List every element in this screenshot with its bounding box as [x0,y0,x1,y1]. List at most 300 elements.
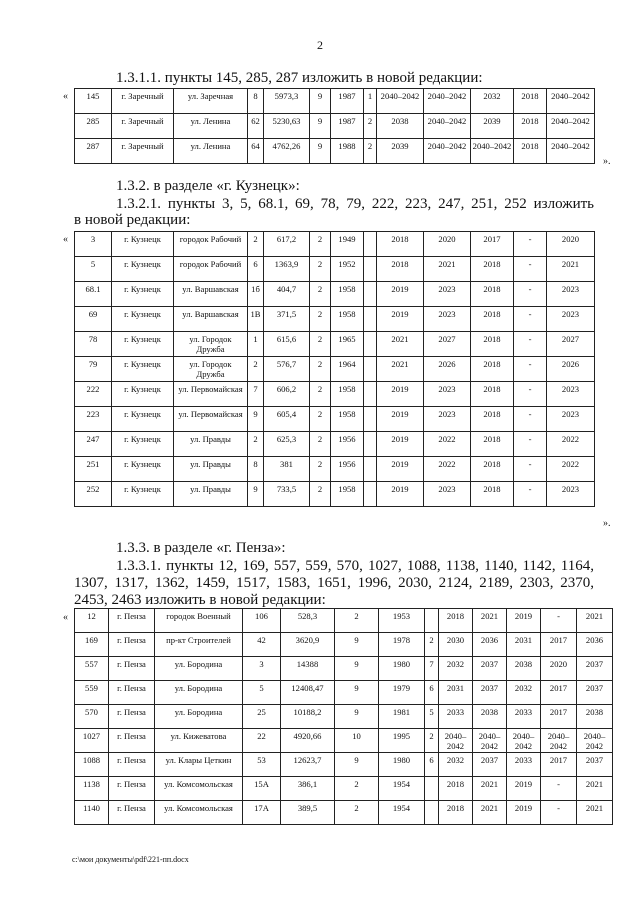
table-cell [364,332,377,357]
table-cell: г. Пенза [109,681,155,705]
table-cell: 3620,9 [281,633,335,657]
table-cell: 1954 [379,777,425,801]
table-row [75,382,595,407]
table-cell: 2039 [377,139,424,164]
table-penza-body [75,609,613,825]
table-cell: ул. Бородина [155,657,243,681]
table-cell [425,609,439,633]
table-cell: 1363,9 [264,257,310,282]
table-cell: 1952 [331,257,364,282]
table-cell: 2039 [471,114,514,139]
table-cell: 2018 [439,777,473,801]
section-2-subheading-line1: 1.3.2.1. пункты 3, 5, 68.1, 69, 78, 79, 222, 223, 247, 251, 252 изложить [116,196,594,212]
table-cell: 2023 [424,282,471,307]
table-cell: 1965 [331,332,364,357]
table-cell [425,801,439,825]
table-cell: 17А [243,801,281,825]
table-cell: 2018 [439,609,473,633]
table-cell [425,777,439,801]
table-cell: 2019 [377,457,424,482]
table-cell: 2040–2042 [547,114,595,139]
table-cell: 8 [248,457,264,482]
table-cell: 252 [75,482,112,507]
table-cell: 9 [248,407,264,432]
table-cell: 42 [243,633,281,657]
table-cell: 2033 [439,705,473,729]
table-cell: г. Кузнецк [112,457,174,482]
table-cell: - [514,457,547,482]
table-cell: 4762,26 [264,139,310,164]
table-cell: 528,3 [281,609,335,633]
open-quote-2: « [63,234,68,245]
table-zarechny-body [75,89,595,164]
table-cell: 2019 [377,432,424,457]
table-cell: 9 [248,482,264,507]
table-cell: 615,6 [264,332,310,357]
table-cell: 2032 [439,657,473,681]
table-cell: 2 [248,432,264,457]
table-cell: 2040–2042 [471,139,514,164]
table-cell: 2 [248,232,264,257]
table-cell: 2021 [577,777,613,801]
section-3-line2: 1307, 1317, 1362, 1459, 1517, 1583, 1651, 1996, 2030, 2124, 2189, 2303, 2370, [74,575,594,591]
table-cell: 2022 [547,432,595,457]
table-cell: 14388 [281,657,335,681]
table-cell: 386,1 [281,777,335,801]
table-cell [364,482,377,507]
table-row [75,705,613,729]
table-cell: 2040–2042 [473,729,507,753]
table-cell: 1956 [331,457,364,482]
table-cell [364,457,377,482]
table-cell: 2040–2042 [424,89,471,114]
table-cell: 605,4 [264,407,310,432]
table-cell: 2020 [541,657,577,681]
table-cell: 2036 [577,633,613,657]
table-cell [364,432,377,457]
table-cell: 9 [335,657,379,681]
table-cell: 2030 [439,633,473,657]
table-cell: 1958 [331,282,364,307]
close-quote-2: ». [603,518,611,529]
table-cell: ул. Ленина [174,114,248,139]
table-cell [364,232,377,257]
table-cell: 2023 [424,382,471,407]
table-cell: 2022 [547,457,595,482]
table-cell: г. Кузнецк [112,232,174,257]
table-cell: - [541,801,577,825]
table-cell: 2 [335,801,379,825]
table-cell: - [514,307,547,332]
table-cell: г. Пенза [109,705,155,729]
table-row [75,232,595,257]
table-cell: 8 [248,89,264,114]
table-cell: 285 [75,114,112,139]
table-cell: 7 [248,382,264,407]
table-cell: 22 [243,729,281,753]
table-row [75,307,595,332]
table-cell: 1980 [379,753,425,777]
table-cell: 2017 [541,753,577,777]
table-cell: - [514,482,547,507]
section-3-heading: 1.3.3. в разделе «г. Пенза»: [116,540,286,556]
table-cell: 2037 [577,753,613,777]
table-cell: 2 [425,633,439,657]
table-cell: 2021 [377,357,424,382]
table-cell: 10 [335,729,379,753]
table-cell: 1980 [379,657,425,681]
table-cell: 2038 [577,705,613,729]
table-cell: 557 [75,657,109,681]
table-cell: 2018 [514,114,547,139]
table-cell [364,407,377,432]
table-cell: 381 [264,457,310,482]
table-cell: г. Заречный [112,139,174,164]
table-cell: 2 [310,357,331,382]
table-cell: 9 [335,633,379,657]
table-cell: 2033 [507,753,541,777]
table-cell: 222 [75,382,112,407]
table-cell: 4920,66 [281,729,335,753]
table-cell: ул. Правды [174,457,248,482]
table-cell: 2018 [471,307,514,332]
table-cell: 2018 [471,282,514,307]
table-cell: - [514,332,547,357]
table-cell: 2 [310,232,331,257]
table-cell: городок Военный [155,609,243,633]
table-cell: 2018 [471,332,514,357]
table-cell: 2023 [547,282,595,307]
table-cell: 2017 [471,232,514,257]
table-cell: 2 [364,114,377,139]
table-cell: 2021 [473,609,507,633]
table-kuznetsk [74,231,595,507]
table-cell: 2 [310,382,331,407]
table-cell: 389,5 [281,801,335,825]
table-cell: 9 [310,89,331,114]
table-cell: 2021 [547,257,595,282]
table-cell [364,307,377,332]
table-cell: 2019 [377,407,424,432]
table-zarechny [74,88,595,164]
table-cell: 1979 [379,681,425,705]
table-cell [364,257,377,282]
table-cell: - [541,609,577,633]
table-row [75,777,613,801]
table-cell: 5230,63 [264,114,310,139]
page-number: 2 [317,38,323,52]
table-cell: 2017 [541,633,577,657]
table-cell: 2023 [547,407,595,432]
table-row [75,89,595,114]
table-cell: 1958 [331,382,364,407]
table-row [75,801,613,825]
table-cell: 2040–2042 [439,729,473,753]
table-cell: 2019 [377,382,424,407]
table-cell: 25 [243,705,281,729]
table-cell: 2038 [507,657,541,681]
table-row [75,357,595,382]
table-cell: 2040–2042 [547,89,595,114]
table-cell: г. Пенза [109,633,155,657]
table-cell: 2018 [377,257,424,282]
table-cell: 2017 [541,681,577,705]
table-cell: г. Кузнецк [112,257,174,282]
table-cell: 1958 [331,307,364,332]
table-cell: 2023 [547,482,595,507]
table-cell: г. Пенза [109,753,155,777]
table-cell: - [514,232,547,257]
table-cell: 2040–2042 [377,89,424,114]
table-cell: 2018 [471,257,514,282]
table-cell: 2026 [547,357,595,382]
table-cell: ул. Клары Цеткин [155,753,243,777]
table-cell: - [514,382,547,407]
table-cell: 5 [243,681,281,705]
footer-file-path: c:\мои документы\pdf\221-пп.docx [72,855,189,864]
table-row [75,432,595,457]
table-cell: г. Кузнецк [112,482,174,507]
table-cell: 223 [75,407,112,432]
table-cell: 79 [75,357,112,382]
table-cell: 1978 [379,633,425,657]
table-cell: 1995 [379,729,425,753]
table-cell: г. Кузнецк [112,332,174,357]
table-cell: 2019 [507,777,541,801]
table-cell: 9 [335,753,379,777]
table-cell: 371,5 [264,307,310,332]
table-cell: ул. Городок Дружба [174,357,248,382]
table-cell: 2023 [424,482,471,507]
table-cell: ул. Правды [174,482,248,507]
table-cell: 2038 [473,705,507,729]
table-cell: ул. Варшавская [174,282,248,307]
table-row [75,633,613,657]
table-cell: 2037 [473,681,507,705]
table-row [75,332,595,357]
table-cell: 1956 [331,432,364,457]
table-cell: г. Пенза [109,609,155,633]
table-cell: 12 [75,609,109,633]
table-cell: 2021 [577,801,613,825]
table-cell: 2040–2042 [547,139,595,164]
table-cell: 247 [75,432,112,457]
table-cell: 2 [310,457,331,482]
table-cell: 2040–2042 [577,729,613,753]
table-cell: ул. Комсомольская [155,777,243,801]
table-cell: 2023 [424,407,471,432]
table-cell: 1088 [75,753,109,777]
table-cell: 2022 [424,432,471,457]
table-cell: 2033 [507,705,541,729]
table-row [75,114,595,139]
table-cell: 2 [335,777,379,801]
table-penza [74,608,613,825]
table-cell: 2019 [377,482,424,507]
table-cell: - [514,282,547,307]
table-cell: 1958 [331,482,364,507]
table-cell: 2023 [424,307,471,332]
table-cell: городок Рабочий [174,257,248,282]
table-cell: ул. Бородина [155,681,243,705]
table-cell: 3 [75,232,112,257]
table-cell: 2 [425,729,439,753]
table-cell: 1987 [331,114,364,139]
table-cell: г. Заречный [112,89,174,114]
table-cell: 2018 [439,801,473,825]
table-cell: 2018 [471,457,514,482]
table-cell: 1138 [75,777,109,801]
table-cell: 2038 [377,114,424,139]
table-cell: г. Пенза [109,801,155,825]
table-cell: - [514,432,547,457]
table-cell: 2021 [473,777,507,801]
table-cell: 2 [310,332,331,357]
table-kuznetsk-body [75,232,595,507]
table-row [75,753,613,777]
table-cell: 733,5 [264,482,310,507]
table-cell: г. Кузнецк [112,282,174,307]
table-cell: 2027 [547,332,595,357]
table-cell: 2 [310,432,331,457]
table-cell: 5 [75,257,112,282]
table-cell: 1949 [331,232,364,257]
table-cell: 15А [243,777,281,801]
table-cell: 2018 [471,382,514,407]
table-cell: 2 [310,307,331,332]
table-cell: 9 [335,705,379,729]
table-row [75,257,595,282]
open-quote-1: « [63,91,68,102]
table-cell: 2032 [439,753,473,777]
table-cell: 2020 [424,232,471,257]
table-cell: 2021 [377,332,424,357]
table-cell: 2018 [514,89,547,114]
table-cell: ул. Кижеватова [155,729,243,753]
table-cell: 2040–2042 [541,729,577,753]
table-cell [364,382,377,407]
table-cell: 2020 [547,232,595,257]
table-cell: 9 [335,681,379,705]
table-cell: - [541,777,577,801]
section-1-heading: 1.3.1.1. пункты 145, 285, 287 изложить в новой редакции: [116,70,483,86]
table-cell: пр-кт Строителей [155,633,243,657]
table-row [75,729,613,753]
table-row [75,482,595,507]
table-cell: 1953 [379,609,425,633]
table-cell: 2 [310,407,331,432]
table-cell: ул. Первомайская [174,382,248,407]
table-cell: 2019 [507,609,541,633]
table-cell: ул. Комсомольская [155,801,243,825]
table-cell: 2 [310,282,331,307]
table-cell: 9 [310,114,331,139]
table-cell: г. Заречный [112,114,174,139]
table-cell: 2018 [471,482,514,507]
table-cell: 1140 [75,801,109,825]
table-cell: 9 [310,139,331,164]
table-cell: 1987 [331,89,364,114]
table-cell: 10188,2 [281,705,335,729]
table-cell: 5 [425,705,439,729]
section-3-line3: 2453, 2463 изложить в новой редакции: [74,592,326,608]
table-cell: 2031 [507,633,541,657]
table-cell: г. Кузнецк [112,407,174,432]
table-cell: 2019 [377,282,424,307]
table-cell: 2036 [473,633,507,657]
section-2-subheading-line2: в новой редакции: [74,212,191,228]
table-cell: 2023 [547,382,595,407]
table-cell: г. Кузнецк [112,382,174,407]
table-row [75,609,613,633]
table-cell: 6 [248,257,264,282]
table-cell: 1964 [331,357,364,382]
table-cell: 617,2 [264,232,310,257]
table-cell: городок Рабочий [174,232,248,257]
table-cell: 1954 [379,801,425,825]
table-cell: 2018 [471,407,514,432]
table-row [75,457,595,482]
table-cell: 2022 [424,457,471,482]
table-cell: 2037 [577,657,613,681]
table-cell: 2027 [424,332,471,357]
table-cell: ул. Ленина [174,139,248,164]
table-cell: 2040–2042 [507,729,541,753]
table-cell: 2 [335,609,379,633]
table-cell: 2019 [507,801,541,825]
table-cell: 2040–2042 [424,139,471,164]
table-cell: г. Пенза [109,729,155,753]
table-cell: 169 [75,633,109,657]
table-cell: 625,3 [264,432,310,457]
table-cell: 3 [243,657,281,681]
section-2-heading: 1.3.2. в разделе «г. Кузнецк»: [116,178,300,194]
table-cell: 2037 [473,753,507,777]
table-cell: 2026 [424,357,471,382]
table-cell: 2018 [471,357,514,382]
table-cell: 404,7 [264,282,310,307]
table-cell [364,357,377,382]
table-cell: - [514,257,547,282]
table-cell: 2 [364,139,377,164]
table-cell: 287 [75,139,112,164]
table-cell: 53 [243,753,281,777]
table-row [75,657,613,681]
table-cell: 106 [243,609,281,633]
table-cell: 2 [310,257,331,282]
table-cell: 2032 [507,681,541,705]
table-cell: 2018 [377,232,424,257]
table-cell: 2032 [471,89,514,114]
table-cell: 7 [425,657,439,681]
table-row [75,139,595,164]
close-quote-1: ». [603,156,611,167]
table-cell: ул. Городок Дружба [174,332,248,357]
table-cell: 2021 [577,609,613,633]
table-cell: 559 [75,681,109,705]
table-cell: 2019 [377,307,424,332]
table-cell: 2021 [473,801,507,825]
table-cell: 2040–2042 [424,114,471,139]
table-cell: 1 [364,89,377,114]
table-cell: 1 [248,332,264,357]
table-cell: 606,2 [264,382,310,407]
table-row [75,681,613,705]
table-cell: 6 [425,753,439,777]
table-cell: 1б [248,282,264,307]
table-cell: 12408,47 [281,681,335,705]
table-cell: 1988 [331,139,364,164]
